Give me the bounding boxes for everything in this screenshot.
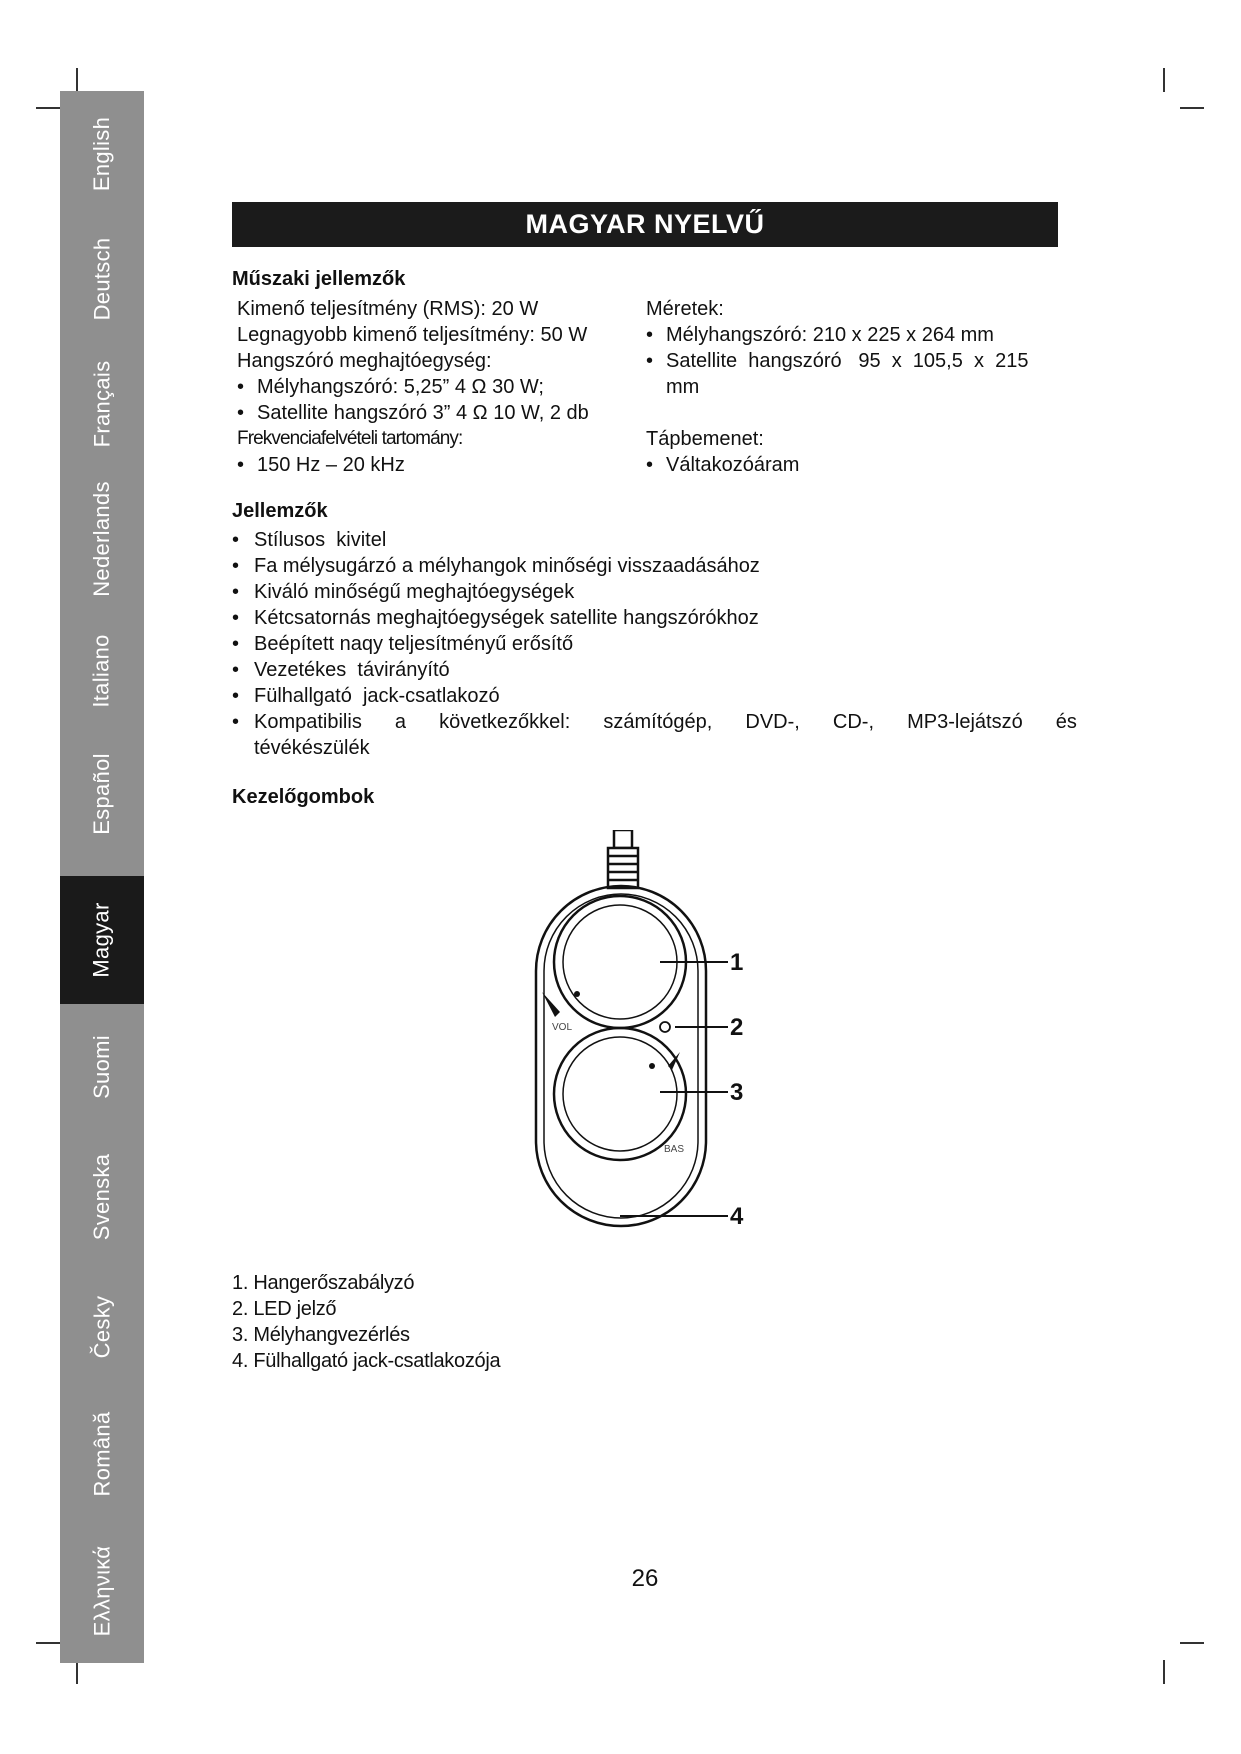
spec-bullet-text: Mélyhangszóró: 5,25” 4 Ω 30 W; [257, 376, 544, 398]
bullet-icon: • [232, 711, 240, 733]
callout-number-3: 3 [730, 1079, 744, 1106]
crop-mark [36, 107, 60, 109]
word: számítógép, [603, 711, 713, 733]
crop-mark [1180, 1642, 1204, 1644]
tab-nederlands[interactable] [60, 466, 144, 611]
list-item-text: Fülhallgató jack-csatlakozó [254, 685, 500, 707]
crop-mark [76, 68, 78, 92]
spec-bullet [237, 374, 589, 400]
tab-label: Română [89, 1411, 114, 1497]
bullet-icon: • [232, 581, 240, 603]
list-item-text [254, 709, 1077, 735]
list-item-text: Fa mélysugárzó a mélyhangok minőségi visszaadásához [254, 555, 760, 577]
bullet-icon: • [646, 324, 654, 346]
word: következőkkel: [439, 711, 571, 733]
bullet-icon: • [232, 633, 240, 655]
bullet-icon: • [232, 607, 240, 629]
tab-label: Nederlands [89, 480, 115, 597]
tab-cesky[interactable] [60, 1264, 144, 1389]
tab-suomi[interactable] [60, 1004, 144, 1129]
legend-item: 3. Mélyhangvezérlés [232, 1324, 410, 1346]
callout-number-2: 2 [730, 1014, 744, 1041]
specs-heading: Műszaki jellemzők [232, 268, 406, 290]
word: és [1055, 711, 1077, 733]
legend-item: 2. LED jelző [232, 1298, 337, 1320]
tab-label: Suomi [88, 1034, 114, 1099]
bullet-icon: • [237, 376, 245, 398]
remote-control-diagram [530, 830, 770, 1240]
crop-mark [1163, 68, 1165, 92]
tab-label: Česky [89, 1295, 114, 1358]
bullet-icon: • [646, 350, 654, 372]
list-item [232, 631, 1077, 657]
jack-plug-body [608, 848, 638, 888]
word: MP3-lejátszó [907, 711, 1023, 733]
bullet-icon: • [237, 454, 245, 476]
spec-bullet [646, 348, 1028, 374]
list-item [232, 657, 1077, 683]
list-item [232, 709, 1077, 761]
spec-line: Hangszóró meghajtóegység: [237, 350, 492, 372]
list-item-text: Kétcsatornás meghajtóegységek satellite hangszórókhoz [254, 607, 759, 629]
list-item [232, 553, 1077, 579]
callout-number-1: 1 [730, 949, 744, 976]
vol-label: VOL [552, 1022, 573, 1033]
tab-label: Magyar [88, 902, 114, 978]
bullet-icon: • [232, 529, 240, 551]
bullet-icon: • [237, 402, 245, 424]
legend-item: 4. Fülhallgató jack-csatlakozója [232, 1350, 501, 1372]
callout-number-4: 4 [730, 1203, 744, 1230]
tab-espanol[interactable] [60, 731, 144, 856]
tab-english[interactable] [60, 91, 144, 216]
spec-bullet [646, 322, 1028, 348]
page-number: 26 [631, 1565, 659, 1592]
tab-label: English [88, 116, 114, 191]
spec-bullet-text: Satellite hangszóró 3” 4 Ω 10 W, 2 db [257, 402, 589, 424]
jack-plug-tip [614, 830, 632, 848]
spec-bullet [237, 400, 589, 426]
tab-magyar[interactable] [60, 876, 144, 1004]
list-item [232, 527, 1077, 553]
features-list [232, 527, 1077, 761]
crop-mark [36, 1642, 60, 1644]
bullet-icon: • [232, 685, 240, 707]
tab-label: Deutsch [89, 237, 114, 320]
spec-bullet-text: Satellite hangszóró 95 x 105,5 x 215 [666, 350, 1029, 372]
spec-line: Méretek: [646, 298, 724, 320]
tab-label: Français [89, 360, 115, 447]
spec-line [646, 400, 1028, 426]
list-item-text: Vezetékes távirányító [254, 659, 450, 681]
word: CD-, [832, 711, 875, 733]
spec-bullet [237, 452, 589, 478]
tab-label: Ελληνικά [89, 1545, 114, 1637]
spec-bullet-continuation [646, 374, 1028, 400]
list-item [232, 579, 1077, 605]
crop-mark [1180, 107, 1204, 109]
bass-dial-outer [554, 1028, 686, 1160]
tab-svenska[interactable] [60, 1129, 144, 1264]
word: DVD-, [745, 711, 800, 733]
tab-ellinika[interactable] [60, 1519, 144, 1663]
tab-label: Italiano [89, 634, 114, 708]
spec-line: Kimenő teljesítmény (RMS): 20 W [237, 298, 539, 320]
spec-line: Frekvenciafelvételi tartomány: [237, 428, 463, 449]
spec-bullet-text: mm [666, 376, 700, 398]
spec-bullet-text: Váltakozóáram [666, 454, 800, 476]
tab-deutsch[interactable] [60, 216, 144, 341]
led-indicator [660, 1022, 670, 1032]
specs-left-column [237, 296, 589, 478]
bullet-icon: • [232, 555, 240, 577]
spec-line: Legnagyobb kimenő teljesítmény: 50 W [237, 324, 588, 346]
volume-dial-inner [563, 905, 677, 1019]
crop-mark [1163, 1660, 1165, 1684]
bass-dial-inner [563, 1037, 677, 1151]
controls-heading: Kezelőgombok [232, 786, 375, 808]
section-title: MAGYAR NYELVŰ [525, 209, 765, 239]
spec-bullet-text: 150 Hz – 20 kHz [257, 454, 405, 476]
bullet-icon: • [646, 454, 654, 476]
list-item-continuation: tévékészülék [254, 737, 370, 759]
spec-line: Tápbemenet: [646, 428, 764, 450]
tab-label: Svenska [89, 1153, 115, 1240]
crop-mark [76, 1660, 78, 1684]
tab-label: Español [88, 752, 114, 835]
tab-italiano[interactable] [60, 611, 144, 731]
spec-bullet [646, 452, 1028, 478]
word: a [394, 711, 407, 733]
bullet-icon: • [232, 659, 240, 681]
language-sidebar [60, 91, 144, 1663]
list-item [232, 683, 1077, 709]
list-item [232, 605, 1077, 631]
section-title-bar [232, 202, 1058, 247]
bass-dot-icon [649, 1063, 655, 1069]
volume-dot-icon [574, 991, 580, 997]
bas-label: BAS [664, 1144, 685, 1155]
specs-right-column [646, 296, 1028, 478]
list-item-text: Kiváló minőségű meghajtóegységek [254, 581, 575, 603]
controls-legend [232, 1270, 500, 1374]
features-heading: Jellemzők [232, 500, 328, 522]
word: Kompatibilis [254, 711, 362, 733]
tab-romana[interactable] [60, 1389, 144, 1519]
spec-bullet-text: Mélyhangszóró: 210 x 225 x 264 mm [666, 324, 994, 346]
legend-item: 1. Hangerőszabályzó [232, 1272, 415, 1294]
list-item-text: Stílusos kivitel [254, 529, 387, 551]
list-item-text: Beépített naqy teljesítményű erősítő [254, 633, 574, 655]
tab-francais[interactable] [60, 341, 144, 466]
